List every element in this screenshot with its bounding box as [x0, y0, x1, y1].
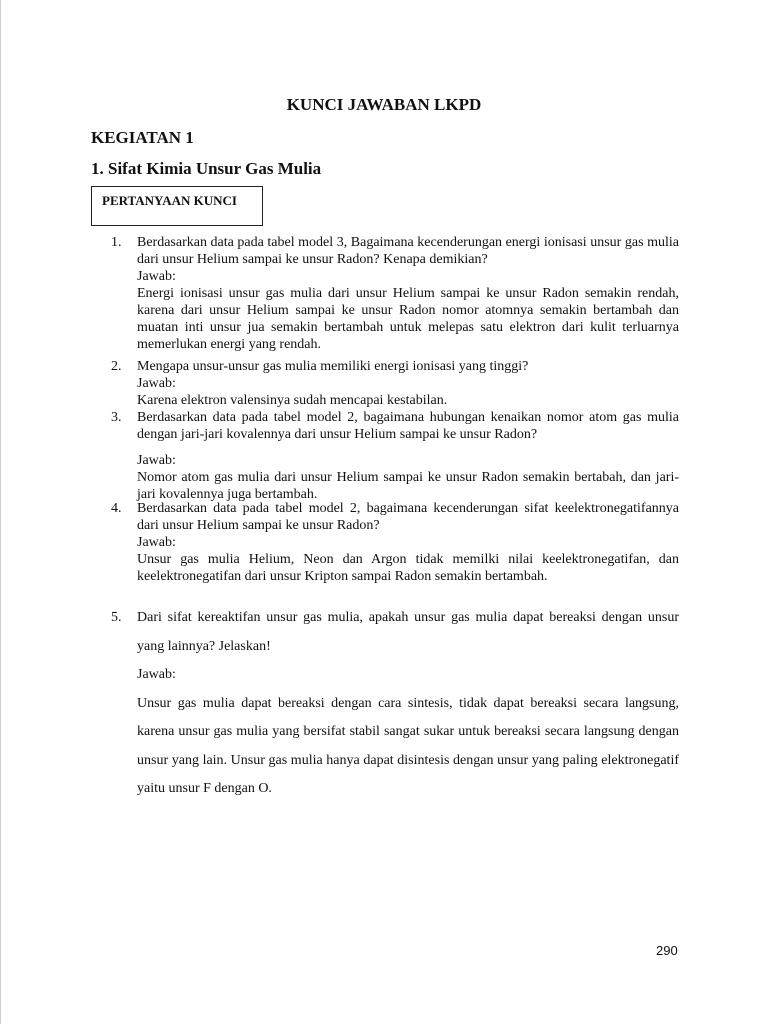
- answer-text: Unsur gas mulia dapat bereaksi dengan cara sintesis, tidak dapat bereaksi secara langsung, karena unsur gas mulia yang bersifat stabil sangat sukar untuk bereaksi secara langsung dengan unsur yang lain. Unsur gas mulia hanya dapat disintesis dengan unsur yang paling elektronegatif yaitu unsur F dengan O.: [137, 695, 679, 796]
- question-text: Berdasarkan data pada tabel model 2, bagaimana hubungan kenaikan nomor atom gas mulia dengan jari-jari kovalennya dari unsur Helium sampai ke unsur Radon?: [137, 410, 679, 442]
- answer-text: Energi ionisasi unsur gas mulia dari unsur Helium sampai ke unsur Radon semakin rendah, karena dari unsur Helium sampai ke unsur Radon nomor atomnya semakin bertambah dan muatan inti unsur jua semakin bertambah untuk melepas satu elektron dari kulit terluarnya memerlukan energi yang rendah.: [137, 286, 679, 352]
- key-question-box: [91, 186, 263, 226]
- question-text: Berdasarkan data pada tabel model 2, bagaimana kecenderungan sifat keelektronegatifannya dari unsur Helium sampai ke unsur Radon?: [137, 501, 679, 533]
- question-number: 2.: [111, 359, 122, 374]
- question-text: Berdasarkan data pada tabel model 3, Bagaimana kecenderungan energi ionisasi unsur gas mulia dari unsur Helium sampai ke unsur Radon? Kenapa demikian?: [137, 235, 679, 267]
- answer-label: Jawab:: [137, 269, 176, 284]
- answer-label: Jawab:: [137, 667, 176, 682]
- answer-label: Jawab:: [137, 535, 176, 550]
- answer-text: Karena elektron valensinya sudah mencapai kestabilan.: [137, 393, 448, 408]
- answer-text: Unsur gas mulia Helium, Neon dan Argon tidak memilki nilai keelektronegatifan, dan keelektronegatifan dari unsur Kripton sampai Radon semakin bertambah.: [137, 552, 679, 584]
- page-left-edge: [0, 0, 1, 1024]
- page-number: 290: [656, 943, 678, 958]
- key-question-label: PERTANYAAN KUNCI: [102, 193, 237, 208]
- answer-label: Jawab:: [137, 376, 176, 391]
- page-title: KUNCI JAWABAN LKPD: [286, 95, 482, 114]
- activity-heading: KEGIATAN 1: [91, 128, 194, 147]
- question-item-2: [111, 358, 679, 409]
- question-item-5: [111, 604, 679, 804]
- question-number: 3.: [111, 410, 122, 425]
- question-item-1: [111, 234, 679, 353]
- question-number: 5.: [111, 610, 122, 625]
- answer-label: Jawab:: [137, 453, 176, 468]
- question-number: 1.: [111, 235, 122, 250]
- question-text: Dari sifat kereaktifan unsur gas mulia, apakah unsur gas mulia dapat bereaksi dengan unsur yang lainnya? Jelaskan!: [137, 610, 679, 654]
- question-text: Mengapa unsur-unsur gas mulia memiliki energi ionisasi yang tinggi?: [137, 359, 529, 374]
- question-item-4: [111, 500, 679, 585]
- question-item-3: [111, 409, 679, 503]
- section-heading: 1. Sifat Kimia Unsur Gas Mulia: [91, 159, 322, 178]
- answer-text: Nomor atom gas mulia dari unsur Helium sampai ke unsur Radon semakin bertabah, dan jari-jari kovalennya juga bertambah.: [137, 470, 679, 502]
- question-number: 4.: [111, 501, 122, 516]
